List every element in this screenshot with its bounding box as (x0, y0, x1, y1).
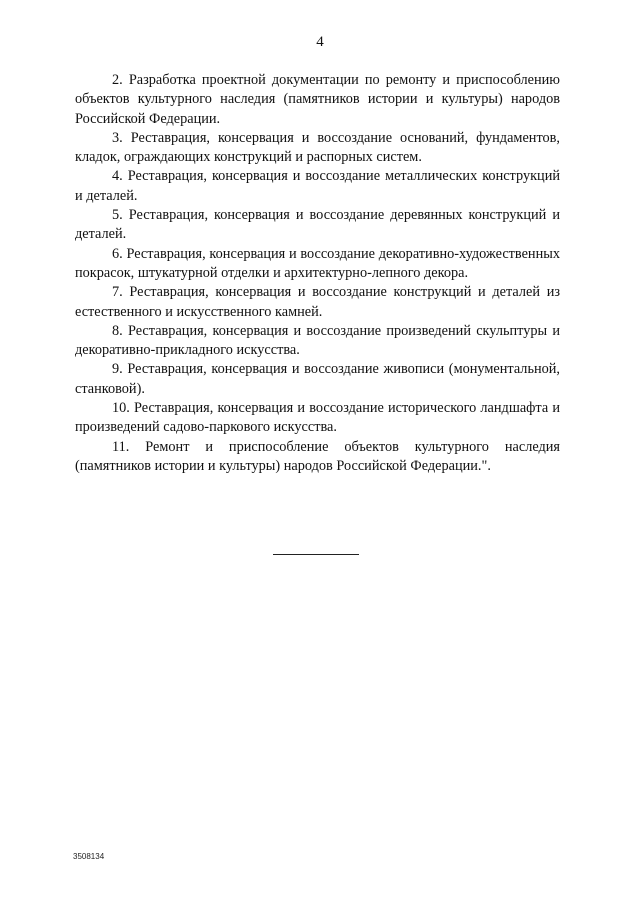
list-item-6: 6. Реставрация, консервация и воссоздание декоративно-художественных покрасок, штукатурной отделки и архитектурно-лепного декора. (75, 245, 560, 281)
list-item-3: 3. Реставрация, консервация и воссоздание оснований, фундаментов, кладок, ограждающих конструкций и распорных систем. (75, 129, 560, 166)
page-number: 4 (316, 34, 324, 50)
list-item-2: 2. Разработка проектной документации по ремонту и приспособлению объектов культурного наследия (памятников истории и культуры) народов Российской Федерации. (75, 72, 560, 127)
list-item-5: 5. Реставрация, консервация и воссоздание деревянных конструкций и деталей. (75, 207, 560, 243)
list-item-8: 8. Реставрация, консервация и воссоздание произведений скульптуры и декоративно-прикладного искусства. (75, 322, 560, 359)
list-item-9: 9. Реставрация, консервация и воссоздание живописи (монументальной, станковой). (75, 361, 560, 397)
list-item-11: 11. Ремонт и приспособление объектов культурного наследия (памятников истории и культуры) народов Российской Федерации.". (75, 438, 560, 474)
footer-document-code: 3508134 (73, 852, 105, 861)
document-body (75, 71, 560, 476)
end-divider (273, 554, 359, 555)
list-item-10: 10. Реставрация, консервация и воссоздание исторического ландшафта и произведений садово-паркового искусства. (75, 400, 560, 436)
list-item-4: 4. Реставрация, консервация и воссоздание металлических конструкций и деталей. (75, 168, 560, 204)
list-item-7: 7. Реставрация, консервация и воссоздание конструкций и деталей из естественного и искусственного камней. (75, 284, 560, 320)
